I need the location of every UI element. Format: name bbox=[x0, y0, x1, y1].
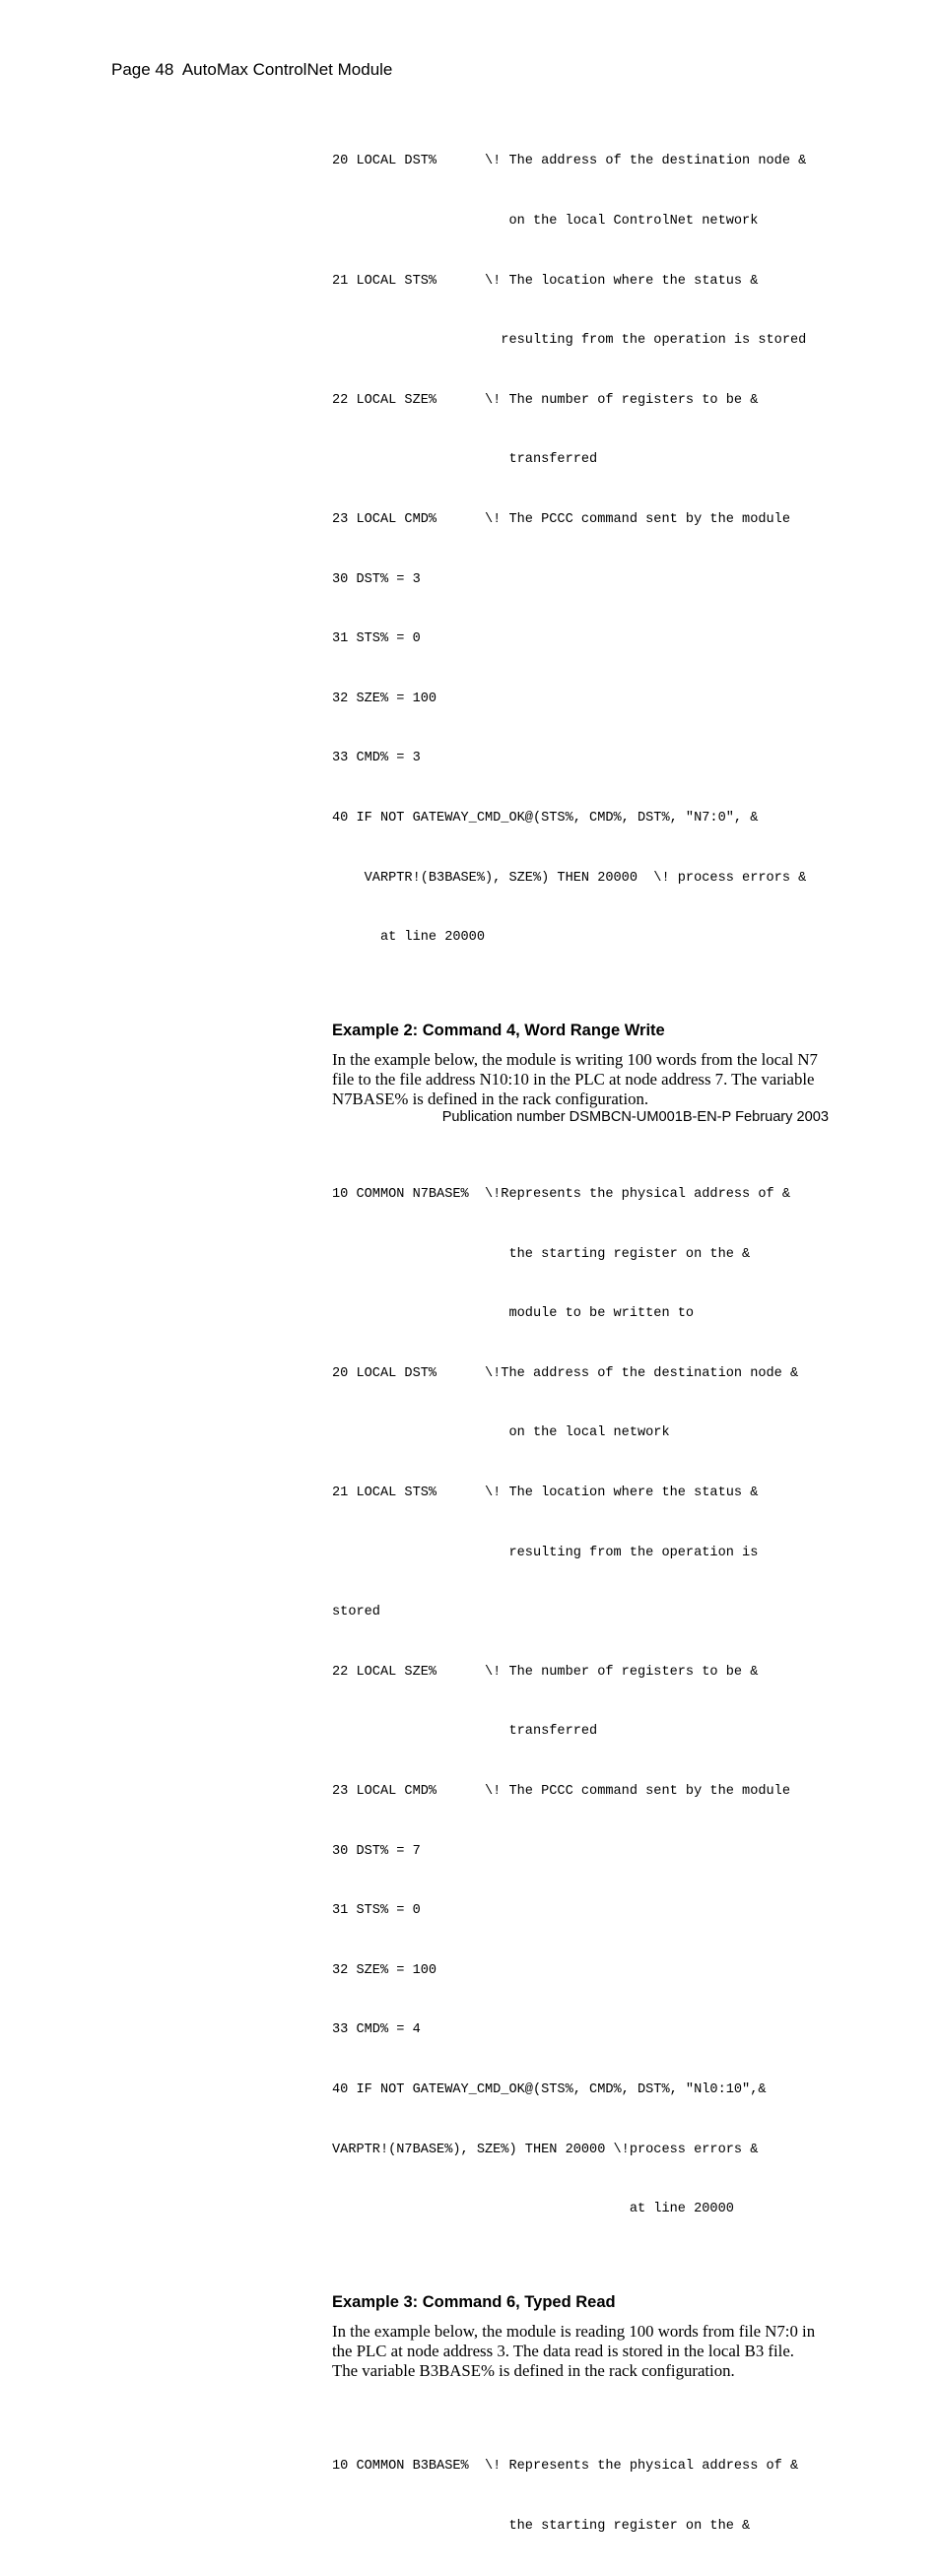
code-line: at line 20000 bbox=[332, 930, 485, 946]
code-block-1 bbox=[332, 112, 844, 988]
code-line: transferred bbox=[332, 1724, 598, 1740]
example-2-paragraph bbox=[332, 1050, 844, 1110]
code-line: stored bbox=[332, 1605, 380, 1620]
code-line: 23 LOCAL CMD% \! The PCCC command sent by the module bbox=[332, 511, 790, 527]
code-line: 32 SZE% = 100 bbox=[332, 691, 437, 706]
page-footer: Publication number DSMBCN-UM001B-EN-P February 2003 bbox=[441, 1109, 829, 1125]
code-block-2 bbox=[332, 1146, 844, 2260]
code-line: on the local network bbox=[332, 1425, 670, 1441]
code-line: VARPTR!(N7BASE%), SZE%) THEN 20000 \!process errors & bbox=[332, 2142, 759, 2157]
paragraph-line: file to the file address N10:10 in the PLC at node address 7. The variable bbox=[332, 1070, 815, 1090]
code-line: VARPTR!(B3BASE%), SZE%) THEN 20000 \! process errors & bbox=[332, 870, 807, 886]
code-line: 21 LOCAL STS% \! The location where the status & bbox=[332, 273, 759, 289]
code-line: resulting from the operation is stored bbox=[332, 333, 807, 349]
paragraph-line: In the example below, the module is writing 100 words from the local N7 bbox=[332, 1049, 818, 1069]
code-line: 20 LOCAL DST% \!The address of the destination node & bbox=[332, 1365, 799, 1381]
code-line: 22 LOCAL SZE% \! The number of registers to be & bbox=[332, 392, 759, 408]
code-line: 32 SZE% = 100 bbox=[332, 1962, 437, 1978]
code-line: at line 20000 bbox=[332, 2202, 734, 2217]
code-line: module to be written to bbox=[332, 1306, 695, 1322]
paragraph-line: the PLC at node address 3. The data read is stored in the local B3 file. bbox=[332, 2342, 794, 2360]
example-3-paragraph bbox=[332, 2322, 844, 2382]
example-3-heading: Example 3: Command 6, Typed Read bbox=[332, 2292, 616, 2311]
code-line: resulting from the operation is bbox=[332, 1545, 759, 1560]
paragraph-line: The variable B3BASE% is defined in the rack configuration. bbox=[332, 2361, 735, 2381]
code-line: on the local ControlNet network bbox=[332, 214, 759, 229]
page-header: Page 48 AutoMax ControlNet Module bbox=[111, 60, 393, 79]
paragraph-line: In the example below, the module is reading 100 words from file N7:0 in bbox=[332, 2321, 816, 2341]
code-line: 20 LOCAL DST% \! The address of the destination node & bbox=[332, 154, 807, 169]
example-2-heading: Example 2: Command 4, Word Range Write bbox=[332, 1021, 665, 1039]
code-line: 30 DST% = 7 bbox=[332, 1843, 421, 1859]
page-content bbox=[332, 112, 844, 2576]
code-line: 33 CMD% = 3 bbox=[332, 751, 421, 766]
code-line: 31 STS% = 0 bbox=[332, 631, 421, 647]
code-line: 31 STS% = 0 bbox=[332, 1903, 421, 1919]
code-line: 23 LOCAL CMD% \! The PCCC command sent by the module bbox=[332, 1783, 790, 1799]
code-line: 10 COMMON N7BASE% \!Represents the physical address of & bbox=[332, 1187, 790, 1203]
code-line: 33 CMD% = 4 bbox=[332, 2022, 421, 2038]
code-line: 22 LOCAL SZE% \! The number of registers to be & bbox=[332, 1664, 759, 1680]
code-line: 21 LOCAL STS% \! The location where the status & bbox=[332, 1485, 759, 1500]
code-line: 40 IF NOT GATEWAY_CMD_OK@(STS%, CMD%, DST%, "N7:0", & bbox=[332, 810, 759, 826]
code-line: 40 IF NOT GATEWAY_CMD_OK@(STS%, CMD%, DST%, "Nl0:10",& bbox=[332, 2081, 767, 2097]
code-line: 10 COMMON B3BASE% \! Represents the physical address of & bbox=[332, 2459, 799, 2474]
paragraph-line: N7BASE% is defined in the rack configuration. bbox=[332, 1090, 649, 1109]
code-block-3 bbox=[332, 2417, 844, 2576]
code-line: the starting register on the & bbox=[332, 2518, 751, 2534]
code-line: 30 DST% = 3 bbox=[332, 571, 421, 587]
code-line: the starting register on the & bbox=[332, 1246, 751, 1262]
code-line: transferred bbox=[332, 452, 598, 468]
